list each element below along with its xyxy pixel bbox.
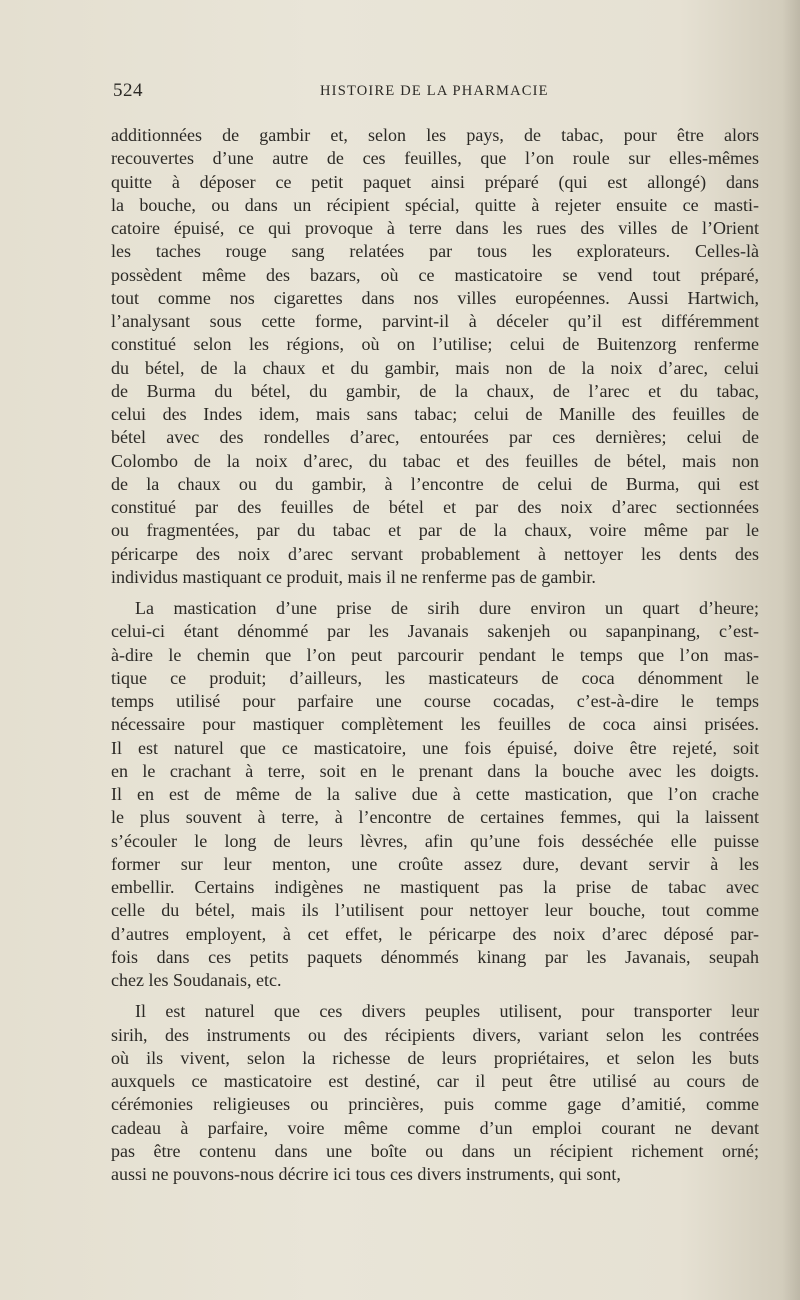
text-line: tique ce produit; d’ailleurs, les masticateurs de coca dénomment le [111,667,759,688]
page-header [113,80,673,110]
text-line: Il en est de même de la salive due à cette mastication, que l’on crache [111,784,759,804]
text-line: pas être contenu dans une boîte ou dans un récipient richement orné; [111,1140,759,1161]
text-line: constitué par des feuilles de bétel et par des noix d’arec sectionnées [111,497,759,517]
text-line: d’autres employent, à cet effet, le péricarpe des noix d’arec déposé par- [111,923,759,944]
text-line: recouvertes d’une autre de ces feuilles, que l’on roule sur elles-mêmes [111,148,759,169]
text-line: auxquels ce masticatoire est destiné, car il peut être utilisé au cours de [111,1071,759,1091]
text-line: constitué selon les régions, où on l’utilise; celui de Buitenzorg renferme [111,334,759,355]
text-line: l’analysant sous cette forme, parvint-il à déceler qu’il est différemment [111,311,759,331]
running-title: HISTOIRE DE LA PHARMACIE [320,83,549,99]
text-line: où ils vivent, selon la richesse de leurs propriétaires, et selon les buts [111,1047,759,1068]
page-edge-shadow [782,0,800,1300]
text-line: à-dire le chemin que l’on peut parcourir pendant le temps que l’on mas- [111,644,759,665]
paragraph [111,597,759,992]
text-line: nécessaire pour mastiquer complètement les feuilles de coca ainsi prisées. [111,714,759,735]
text-line: quitte à déposer ce petit paquet ainsi préparé (qui est allongé) dans [111,171,759,192]
text-line: individus mastiquant ce produit, mais il ne renferme pas de gambir. [111,566,596,587]
text-line: possèdent même des bazars, où ce masticatoire se vend tout préparé, [111,264,759,285]
text-line: de Burma du bétel, du gambir, de la chaux, de l’arec et du tabac, [111,380,759,401]
text-line: temps utilisé pour parfaire une course cocadas, c’est-à-dire le temps [111,691,759,711]
text-line: cadeau à parfaire, voire même comme d’un emploi courant ne devant [111,1117,759,1138]
text-line: en le crachant à terre, soit en le prenant dans la bouche avec les doigts. [111,760,759,781]
paragraph-gap [111,992,759,1000]
text-line: ou fragmentées, par du tabac et par de la chaux, voire même par le [111,520,759,541]
text-line: La mastication d’une prise de sirih dure environ un quart d’heure; [135,598,759,618]
paragraph [111,1000,759,1186]
text-line: sirih, des instruments ou des récipients divers, variant selon les contrées [111,1024,759,1045]
text-line: celui-ci étant dénommé par les Javanais sakenjeh ou sapanpinang, c’est- [111,621,759,642]
text-line: catoire épuisé, ce qui provoque à terre dans les rues des villes de l’Orient [111,218,759,238]
text-line: embellir. Certains indigènes ne mastiquent pas la prise de tabac avec [111,877,759,897]
text-line: de la chaux ou du gambir, à l’encontre de celui de Burma, qui est [111,473,759,494]
text-line: s’écouler le long de leurs lèvres, afin qu’une fois desséchée elle puisse [111,830,759,851]
text-line: celui des Indes idem, mais sans tabac; celui de Manille des feuilles de [111,404,759,424]
text-line: du bétel, de la chaux et du gambir, mais non de la noix d’arec, celui [111,357,759,378]
page-number: 524 [113,80,143,101]
text-line: cérémonies religieuses ou princières, puis comme gage d’amitié, comme [111,1094,759,1115]
paragraph-gap [111,589,759,597]
text-line: aussi ne pouvons-nous décrire ici tous ces divers instruments, qui sont, [111,1164,621,1184]
text-line: former sur leur menton, une croûte assez dure, devant servir à les [111,853,759,874]
text-line: chez les Soudanais, etc. [111,970,282,990]
paragraph [111,124,759,589]
body-text [111,124,759,1186]
text-line: tout comme nos cigarettes dans nos villes européennes. Aussi Hartwich, [111,287,759,308]
text-line: la bouche, ou dans un récipient spécial, quitte à rejeter ensuite ce masti- [111,194,759,215]
text-line: additionnées de gambir et, selon les pays, de tabac, pour être alors [111,125,759,145]
text-line: les taches rouge sang relatées par tous les explorateurs. Celles-là [111,241,759,262]
text-line: Colombo de la noix d’arec, du tabac et des feuilles de bétel, mais non [111,450,759,471]
text-line: Il est naturel que ce masticatoire, une fois épuisé, doive être rejeté, soit [111,737,759,758]
text-line: celle du bétel, mais ils l’utilisent pour nettoyer leur bouche, tout comme [111,900,759,921]
text-line: Il est naturel que ces divers peuples utilisent, pour transporter leur [135,1001,759,1022]
text-line: le plus souvent à terre, à l’encontre de certaines femmes, qui la laissent [111,807,759,828]
text-line: péricarpe des noix d’arec servant probablement à nettoyer les dents des [111,543,759,564]
text-line: bétel avec des rondelles d’arec, entourées par ces dernières; celui de [111,427,759,448]
text-line: fois dans ces petits paquets dénommés kinang par les Javanais, seupah [111,946,759,967]
